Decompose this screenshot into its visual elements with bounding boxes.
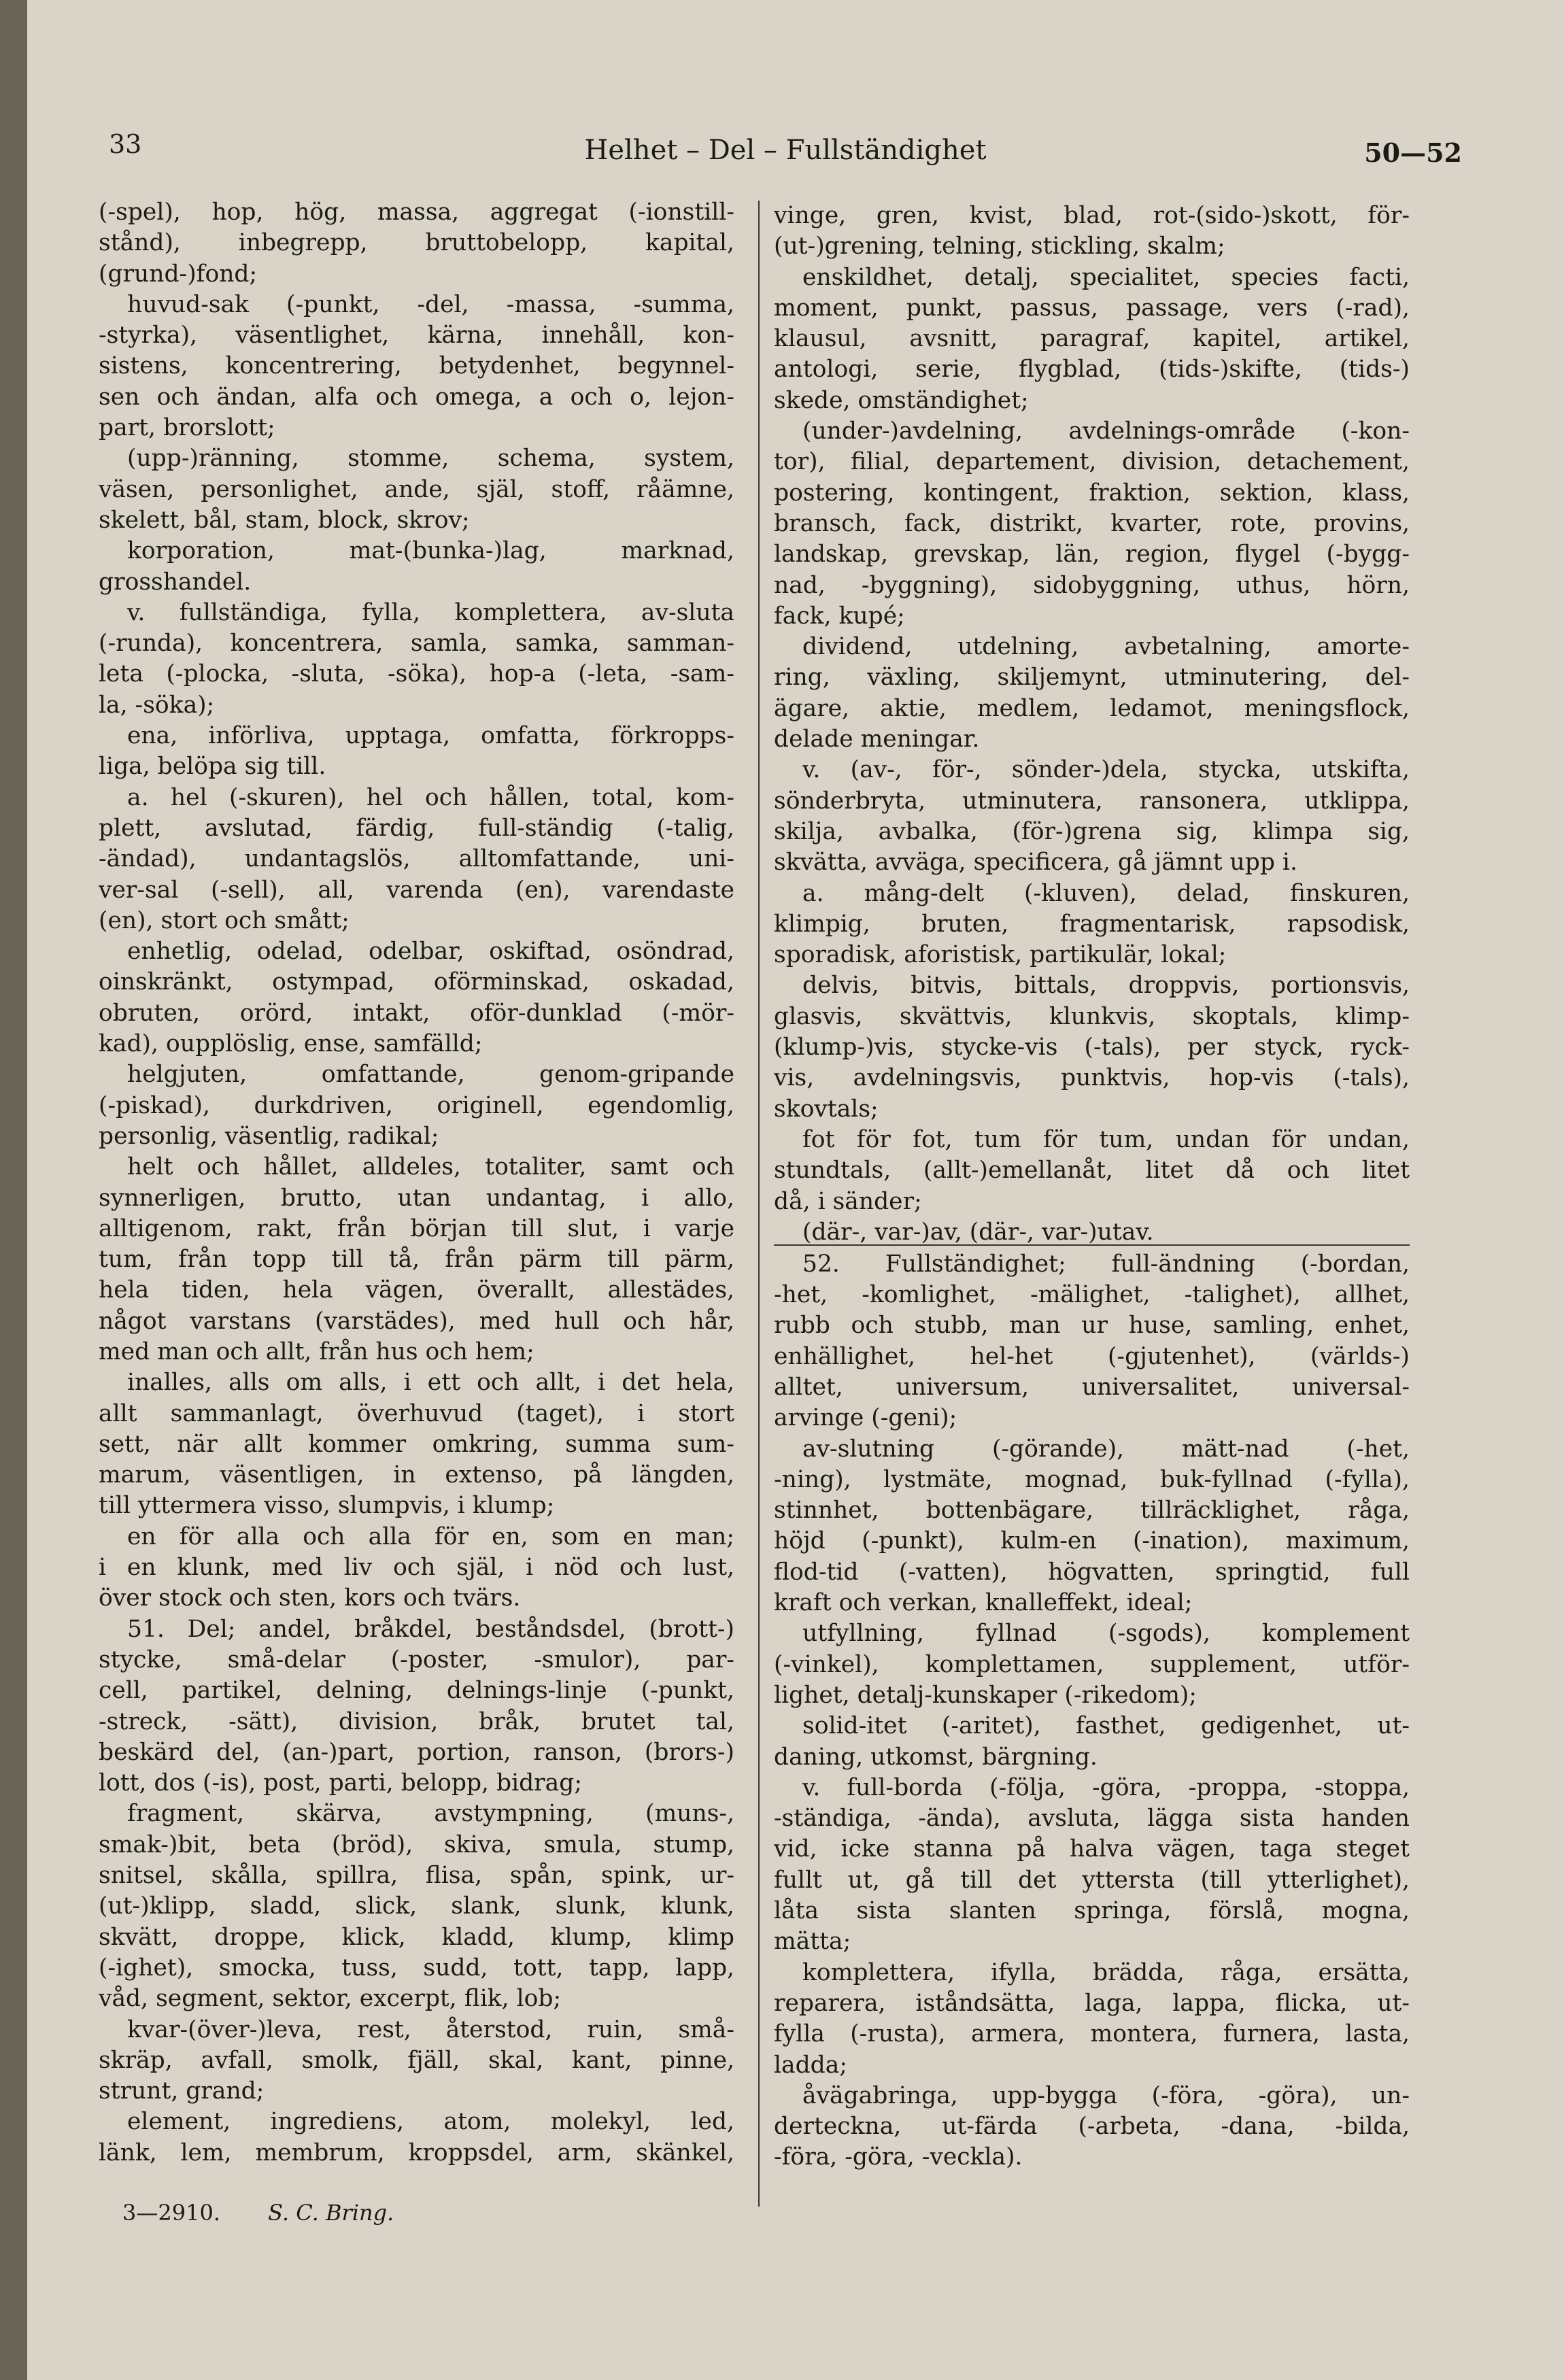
text-line: la, -söka);	[99, 691, 215, 719]
text-line: (grund-)fond;	[99, 260, 258, 288]
text-line: klausul, avsnitt, paragraf, kapitel, artikel,	[774, 325, 1410, 353]
text-line: enhällighet, hel-het (-gjutenhet), (världs-)	[774, 1342, 1410, 1370]
text-line: (under-)avdelning, avdelnings-område (-kon-	[802, 418, 1410, 445]
text-line: dividend, utdelning, avbetalning, amorte-	[802, 633, 1410, 661]
text-line: helgjuten, omfattande, genom-gripande	[127, 1061, 734, 1089]
text-line: postering, kontingent, fraktion, sektion, klass,	[774, 479, 1410, 507]
text-line: (en), stort och smått;	[99, 906, 350, 934]
text-line: våd, segment, sektor, excerpt, flik, lob;	[99, 1985, 562, 2013]
text-line: enhetlig, odelad, odelbar, oskiftad, osöndrad,	[127, 938, 734, 966]
text-line: ring, växling, skiljemynt, utminutering, del-	[774, 664, 1410, 692]
text-line: leta (-plocka, -sluta, -söka), hop-a (-leta, -sam-	[99, 660, 734, 688]
text-line: skovtals;	[774, 1095, 879, 1123]
text-line: delvis, bitvis, bittals, droppvis, portionsvis,	[802, 972, 1410, 1000]
text-line: stånd), inbegrepp, bruttobelopp, kapital,	[99, 229, 734, 257]
text-line: mätta;	[774, 1928, 851, 1956]
text-line: landskap, grevskap, län, region, flygel (-bygg-	[774, 541, 1410, 568]
text-line: (klump-)vis, stycke-vis (-tals), per styck, ryck-	[774, 1034, 1410, 1061]
text-line: a. hel (-skuren), hel och hållen, total, kom-	[127, 783, 734, 811]
text-line: alltigenom, rakt, från början till slut, i varje	[99, 1214, 734, 1242]
text-line: något varstans (varstädes), med hull och hår,	[99, 1307, 734, 1335]
text-line: vis, avdelningsvis, punktvis, hop-vis (-tals),	[774, 1064, 1410, 1092]
text-line: stundtals, (allt-)emellanåt, litet då och litet	[774, 1157, 1410, 1185]
text-line: i en klunk, med liv och själ, i nöd och lust,	[99, 1554, 734, 1582]
text-line: höjd (-punkt), kulm-en (-ination), maximum,	[774, 1527, 1410, 1555]
text-line: smak-)bit, beta (bröd), skiva, smula, stump,	[99, 1831, 734, 1858]
text-line: (ut-)grening, telning, stickling, skalm;	[774, 233, 1225, 260]
text-line: arvinge (-geni);	[774, 1404, 957, 1432]
text-line: fack, kupé;	[774, 602, 905, 630]
text-line: skede, omständighet;	[774, 386, 1029, 414]
text-line: skvätt, droppe, klick, kladd, klump, klimp	[99, 1923, 734, 1951]
text-line: marum, väsentligen, in extenso, på längden,	[99, 1461, 734, 1489]
left-column	[99, 197, 734, 2169]
text-line: skilja, avbalka, (för-)grena sig, klimpa sig,	[774, 817, 1410, 845]
text-line: stycke, små-delar (-poster, -smulor), par-	[99, 1646, 734, 1673]
text-line: skvätta, avväga, specificera, gå jämnt upp i.	[774, 849, 1297, 877]
text-line: skelett, bål, stam, block, skrov;	[99, 506, 470, 534]
text-line: -het, -komlighet, -mälighet, -talighet), allhet,	[774, 1281, 1410, 1309]
text-line: fragment, skärva, avstympning, (muns-,	[127, 1800, 734, 1828]
text-line: länk, lem, membrum, kroppsdel, arm, skänkel,	[99, 2139, 734, 2166]
text-line: derteckna, ut-färda (-arbeta, -dana, -bilda,	[774, 2113, 1410, 2141]
section-range: 50—52	[1364, 137, 1462, 168]
text-line: lighet, detalj-kunskaper (-rikedom);	[774, 1681, 1197, 1709]
text-line: plett, avslutad, färdig, full-ständig (-talig,	[99, 814, 734, 842]
text-line: v. (av-, för-, sönder-)dela, stycka, utskifta,	[802, 756, 1410, 784]
text-line: v. full-borda (-följa, -göra, -proppa, -stoppa,	[802, 1773, 1410, 1801]
text-line: 52. Fullständighet; full-ändning (-bordan,	[802, 1250, 1410, 1278]
text-line: -styrka), väsentlighet, kärna, innehåll, kon-	[99, 322, 734, 350]
text-line: obruten, orörd, intakt, oför-dunklad (-mör-	[99, 999, 734, 1027]
page-footer	[122, 2200, 394, 2226]
text-line: utfyllning, fyllnad (-sgods), komplement	[802, 1620, 1410, 1648]
text-line: a. mång-delt (-kluven), delad, finskuren,	[802, 879, 1410, 907]
text-line: helt och hållet, alldeles, totaliter, samt och	[127, 1153, 734, 1181]
text-line: (-piskad), durkdriven, originell, egendomlig,	[99, 1091, 734, 1119]
text-line: -ständiga, -ända), avsluta, lägga sista handen	[774, 1805, 1410, 1833]
text-line: (-spel), hop, hög, massa, aggregat (-ionstill-	[99, 199, 734, 226]
text-line: allt sammanlagt, överhuvud (taget), i stort	[99, 1399, 734, 1427]
text-line: vinge, gren, kvist, blad, rot-(sido-)skott, för-	[774, 202, 1410, 229]
page-number: 33	[109, 129, 142, 159]
text-line: då, i sänder;	[774, 1187, 922, 1215]
text-line: ena, införliva, upptaga, omfatta, förkropps-	[127, 722, 734, 750]
text-line: fullt ut, gå till det yttersta (till ytterlighet),	[774, 1866, 1410, 1894]
text-line: över stock och sten, kors och tvärs.	[99, 1584, 521, 1612]
dictionary-page	[27, 0, 1564, 2380]
text-line: med man och allt, från hus och hem;	[99, 1338, 534, 1365]
text-line: (upp-)ränning, stomme, schema, system,	[127, 445, 734, 473]
text-line: -ändad), undantagslös, alltomfattande, uni-	[99, 845, 734, 873]
text-line: huvud-sak (-punkt, -del, -massa, -summa,	[127, 290, 734, 318]
text-line: rubb och stubb, man ur huse, samling, enhet,	[774, 1312, 1410, 1340]
printer-signature: S. C. Bring.	[268, 2200, 394, 2226]
text-line: oinskränkt, ostympad, oförminskad, oskadad,	[99, 968, 734, 996]
text-line: (-runda), koncentrera, samla, samka, samman-	[99, 630, 734, 658]
text-line: skräp, avfall, smolk, fjäll, skal, kant, pinne,	[99, 2046, 734, 2074]
text-line: sett, när allt kommer omkring, summa sum-	[99, 1430, 734, 1458]
text-line: element, ingrediens, atom, molekyl, led,	[127, 2108, 734, 2136]
text-line: reparera, iståndsätta, laga, lappa, flicka, ut-	[774, 1989, 1410, 2017]
right-column	[774, 201, 1410, 2173]
text-line: (ut-)klipp, sladd, slick, slank, slunk, klunk,	[99, 1892, 734, 1920]
text-line: moment, punkt, passus, passage, vers (-rad),	[774, 294, 1410, 322]
text-line: inalles, alls om alls, i ett och allt, i det hela,	[127, 1369, 734, 1397]
text-line: (-vinkel), komplettamen, supplement, utför-	[774, 1650, 1410, 1678]
text-line: åvägabringa, upp-bygga (-föra, -göra), un-	[802, 2081, 1410, 2109]
text-line: -ning), lystmäte, mognad, buk-fyllnad (-fylla),	[774, 1465, 1410, 1493]
text-line: glasvis, skvättvis, klunkvis, skoptals, klimp-	[774, 1002, 1410, 1030]
column-divider	[758, 201, 760, 2207]
text-line: grosshandel.	[99, 568, 252, 596]
text-line: tor), filial, departement, division, detachement,	[774, 448, 1410, 476]
text-line: kraft och verkan, knalleffekt, ideal;	[774, 1589, 1193, 1617]
text-line: komplettera, ifylla, brädda, råga, ersätta,	[802, 1958, 1410, 1986]
text-line: lott, dos (-is), post, parti, belopp, bidrag;	[99, 1769, 582, 1797]
text-line: ladda;	[774, 2051, 847, 2079]
text-line: liga, belöpa sig till.	[99, 753, 326, 781]
text-line: daning, utkomst, bärgning.	[774, 1743, 1098, 1771]
text-line: sen och ändan, alfa och omega, a och o, lejon-	[99, 383, 734, 411]
text-line: sistens, koncentrering, betydenhet, begynnel-	[99, 352, 734, 380]
text-line: ägare, aktie, medlem, ledamot, meningsflock,	[774, 694, 1410, 722]
text-line: -streck, -sätt), division, bråk, brutet tal,	[99, 1707, 734, 1735]
text-line: tum, från topp till tå, från pärm till pärm,	[99, 1246, 734, 1274]
text-line: väsen, personlighet, ande, själ, stoff, råämne,	[99, 475, 734, 503]
text-line: hela tiden, hela vägen, överallt, allestädes,	[99, 1276, 734, 1304]
text-line: vid, icke stanna på halva vägen, taga steget	[774, 1835, 1410, 1863]
print-code: 3—2910.	[122, 2200, 220, 2226]
text-line: synnerligen, brutto, utan undantag, i allo,	[99, 1184, 734, 1212]
text-line: nad, -byggning), sidobyggning, uthus, hörn,	[774, 571, 1410, 599]
text-line: kad), oupplöslig, ense, samfälld;	[99, 1030, 483, 1058]
text-line: fot för fot, tum för tum, undan för undan,	[802, 1125, 1410, 1153]
text-line: beskärd del, (an-)part, portion, ranson, (brors-)	[99, 1738, 734, 1766]
text-line: alltet, universum, universalitet, universal-	[774, 1373, 1410, 1401]
text-line: sönderbryta, utminutera, ransonera, utklippa,	[774, 787, 1410, 815]
text-line: av-slutning (-görande), mätt-nad (-het,	[802, 1435, 1410, 1463]
text-line: en för alla och alla för en, som en man;	[127, 1523, 734, 1550]
text-line: klimpig, bruten, fragmentarisk, rapsodisk,	[774, 910, 1410, 938]
text-line: korporation, mat-(bunka-)lag, marknad,	[127, 537, 734, 565]
text-line: flod-tid (-vatten), högvatten, springtid, full	[774, 1558, 1410, 1586]
text-line: part, brorslott;	[99, 414, 275, 442]
text-line: personlig, väsentlig, radikal;	[99, 1122, 439, 1150]
text-line: solid-itet (-aritet), fasthet, gedigenhet, ut-	[802, 1712, 1410, 1740]
text-line: fylla (-rusta), armera, montera, furnera, lasta,	[774, 2020, 1410, 2048]
page-title: Helhet – Del – Fullständighet	[584, 135, 987, 166]
text-line: låta sista slanten springa, förslå, mogna,	[774, 1897, 1410, 1925]
text-line: kvar-(över-)leva, rest, återstod, ruin, små-	[127, 2016, 734, 2043]
text-line: (där-, var-)av, (där-, var-)utav.	[774, 1217, 1410, 1246]
text-line: v. fullständiga, fylla, komplettera, av-sluta	[127, 598, 734, 626]
text-line: cell, partikel, delning, delnings-linje (-punkt,	[99, 1677, 734, 1705]
text-line: ver-sal (-sell), all, varenda (en), varendaste	[99, 876, 734, 904]
text-line: (-ighet), smocka, tuss, sudd, tott, tapp, lapp,	[99, 1954, 734, 1982]
text-line: sporadisk, aforistisk, partikulär, lokal;	[774, 941, 1227, 969]
text-line: stinnhet, bottenbägare, tillräcklighet, råga,	[774, 1497, 1410, 1525]
text-line: delade meningar.	[774, 726, 980, 753]
text-line: till yttermera visso, slumpvis, i klump;	[99, 1492, 555, 1520]
page-header	[109, 129, 1462, 177]
text-line: snitsel, skålla, spillra, flisa, spån, spink, ur-	[99, 1862, 734, 1890]
text-line: bransch, fack, distrikt, kvarter, rote, provins,	[774, 509, 1410, 537]
text-line: enskildhet, detalj, specialitet, species facti,	[802, 263, 1410, 291]
text-line: antologi, serie, flygblad, (tids-)skifte, (tids-)	[774, 356, 1410, 384]
text-line: strunt, grand;	[99, 2077, 265, 2105]
text-line: -föra, -göra, -veckla).	[774, 2143, 1023, 2171]
text-line: 51. Del; andel, bråkdel, beståndsdel, (brott-)	[127, 1615, 734, 1643]
